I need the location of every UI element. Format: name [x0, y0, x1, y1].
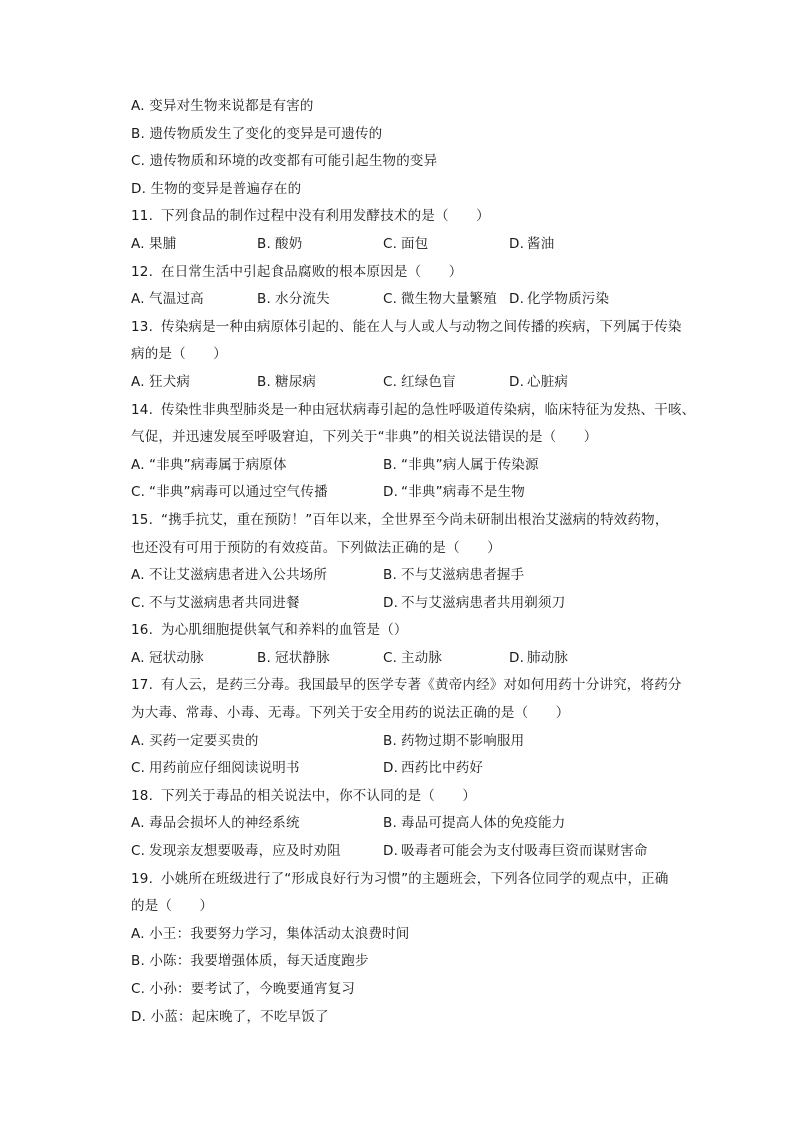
- question-number: 14.: [131, 401, 154, 418]
- option-b: B. 小陈：我要增强体质，每天适度跑步: [131, 953, 369, 970]
- option-line: [131, 93, 711, 121]
- option-line: [131, 148, 711, 176]
- question-stem-continued: 为大毒、常毒、小毒、无毒。下列关于安全用药的说法正确的是（ ）: [131, 705, 570, 722]
- question-stem: 为心肌细胞提供氧气和养料的血管是（）: [161, 622, 408, 639]
- question-stem-continued: 病的是（ ）: [131, 346, 227, 363]
- question-stem: 下列关于毒品的相关说法中，你不认同的是（ ）: [161, 787, 477, 804]
- option-d: D. 肺动脉: [509, 649, 569, 666]
- option-b: B. “非典”病人属于传染源: [383, 456, 539, 473]
- option-a: A. 冠状动脉: [131, 649, 204, 666]
- option-a: A. “非典”病毒属于病原体: [131, 456, 287, 473]
- option-b: B. 冠状静脉: [257, 649, 330, 666]
- option-text: 变异对生物来说都是有害的: [149, 98, 314, 114]
- option-c: C. 用药前应仔细阅读说明书: [131, 760, 300, 777]
- question-number: 17.: [131, 677, 154, 694]
- option-b: B. 酸奶: [257, 235, 303, 252]
- question-number: 18.: [131, 787, 154, 804]
- question-number: 19.: [131, 870, 154, 887]
- option-a: A. 果脯: [131, 235, 177, 252]
- question-12: [131, 259, 711, 287]
- option-a: A. 不让艾滋病患者进入公共场所: [131, 567, 328, 584]
- option-a: A. 狂犬病: [131, 373, 191, 390]
- question-number: 13.: [131, 318, 154, 335]
- options-row: [131, 452, 711, 480]
- option-line: [131, 176, 711, 204]
- question-stem-continued: 也还没有可用于预防的有效疫苗。下列做法正确的是（ ）: [131, 539, 501, 556]
- option-c: C. 不与艾滋病患者共同进餐: [131, 594, 300, 611]
- question-11: [131, 203, 711, 231]
- question-list: [131, 93, 711, 1031]
- option-c: C. 红绿色盲: [383, 373, 456, 390]
- option-c: C. 主动脉: [383, 649, 443, 666]
- question-14: [131, 397, 711, 425]
- question-16: [131, 617, 711, 645]
- option-d: D. “非典”病毒不是生物: [383, 484, 525, 501]
- question-stem-continued: 的是（ ）: [131, 898, 214, 915]
- option-b: B. 药物过期不影响服用: [383, 732, 525, 749]
- question-stem: “携手抗艾，重在预防！”百年以来，全世界至今尚未研制出根治艾滋病的特效药物，: [161, 511, 669, 528]
- options-row: [131, 728, 711, 756]
- question-stem: 下列食品的制作过程中没有利用发酵技术的是（ ）: [161, 208, 490, 225]
- option-c: C. 小孙：要考试了，今晚要通宵复习: [131, 981, 356, 997]
- option-c: C. 面包: [383, 235, 429, 252]
- question-18: [131, 783, 711, 811]
- question-19: [131, 866, 711, 894]
- option-b: B. 不与艾滋病患者握手: [383, 567, 525, 584]
- option-c: C. 微生物大量繁殖: [383, 291, 497, 308]
- option-a: A. 买药一定要买贵的: [131, 732, 259, 749]
- options-row: [131, 562, 711, 590]
- question-number: 15.: [131, 511, 154, 528]
- question-stem: 小姚所在班级进行了“形成良好行为习惯”的主题班会，下列各位同学的观点中，正确: [161, 870, 669, 887]
- question-13: [131, 314, 711, 342]
- option-d: D. 心脏病: [509, 373, 569, 390]
- question-stem: 传染性非典型肺炎是一种由冠状病毒引起的急性呼吸道传染病，临床特征为发热、干咳、: [161, 401, 696, 418]
- option-letter: A.: [131, 98, 145, 114]
- options-row: [131, 369, 711, 397]
- option-letter: D.: [131, 180, 147, 197]
- option-c: C. 发现亲友想要吸毒，应及时劝阻: [131, 843, 341, 860]
- question-number: 16.: [131, 622, 154, 639]
- question-number: 12.: [131, 263, 154, 280]
- option-b: B. 糖尿病: [257, 373, 317, 390]
- options-row: [131, 231, 711, 259]
- option-text: 生物的变异是普遍存在的: [150, 180, 302, 197]
- option-d: D. 不与艾滋病患者共用剃须刀: [383, 594, 566, 611]
- question-stem: 有人云，是药三分毒。我国最早的医学专著《黄帝内经》对如何用药十分讲究，将药分: [161, 677, 682, 694]
- option-a: A. 毒品会损坏人的神经系统: [131, 815, 300, 832]
- option-letter: C.: [131, 153, 146, 170]
- option-line: [131, 121, 711, 149]
- options-row: [131, 838, 711, 866]
- option-a: A. 气温过高: [131, 291, 204, 308]
- options-row: [131, 590, 711, 618]
- option-b: B. 毒品可提高人体的免疫能力: [383, 815, 566, 832]
- options-row: [131, 645, 711, 673]
- options-row: [131, 755, 711, 783]
- option-d: D. 酱油: [509, 235, 555, 252]
- option-text: 遗传物质和环境的改变都有可能引起生物的变异: [149, 153, 438, 170]
- question-number: 11.: [131, 208, 154, 225]
- option-letter: B.: [131, 125, 145, 142]
- options-row: [131, 810, 711, 838]
- question-17: [131, 672, 711, 700]
- question-stem: 在日常生活中引起食品腐败的根本原因是（ ）: [161, 263, 463, 280]
- option-text: 遗传物质发生了变化的变异是可遗传的: [149, 125, 383, 142]
- question-stem-continued: 气促，并迅速发展至呼吸窘迫，下列关于“非典”的相关说法错误的是（ ）: [131, 429, 598, 446]
- option-d: D. 吸毒者可能会为支付吸毒巨资而谋财害命: [383, 843, 648, 860]
- option-d: D. 化学物质污染: [509, 291, 610, 308]
- option-d: D. 小蓝：起床晚了，不吃早饭了: [131, 1008, 329, 1025]
- option-c: C. “非典”病毒可以通过空气传播: [131, 484, 328, 501]
- option-b: B. 水分流失: [257, 291, 330, 308]
- options-row: [131, 479, 711, 507]
- option-d: D. 西药比中药好: [383, 760, 484, 777]
- options-row: [131, 286, 711, 314]
- option-a: A. 小王：我要努力学习，集体活动太浪费时间: [131, 925, 410, 942]
- question-15: [131, 507, 711, 535]
- question-stem: 传染病是一种由病原体引起的、能在人与人或人与动物之间传播的疾病，下列属于传染: [161, 318, 682, 335]
